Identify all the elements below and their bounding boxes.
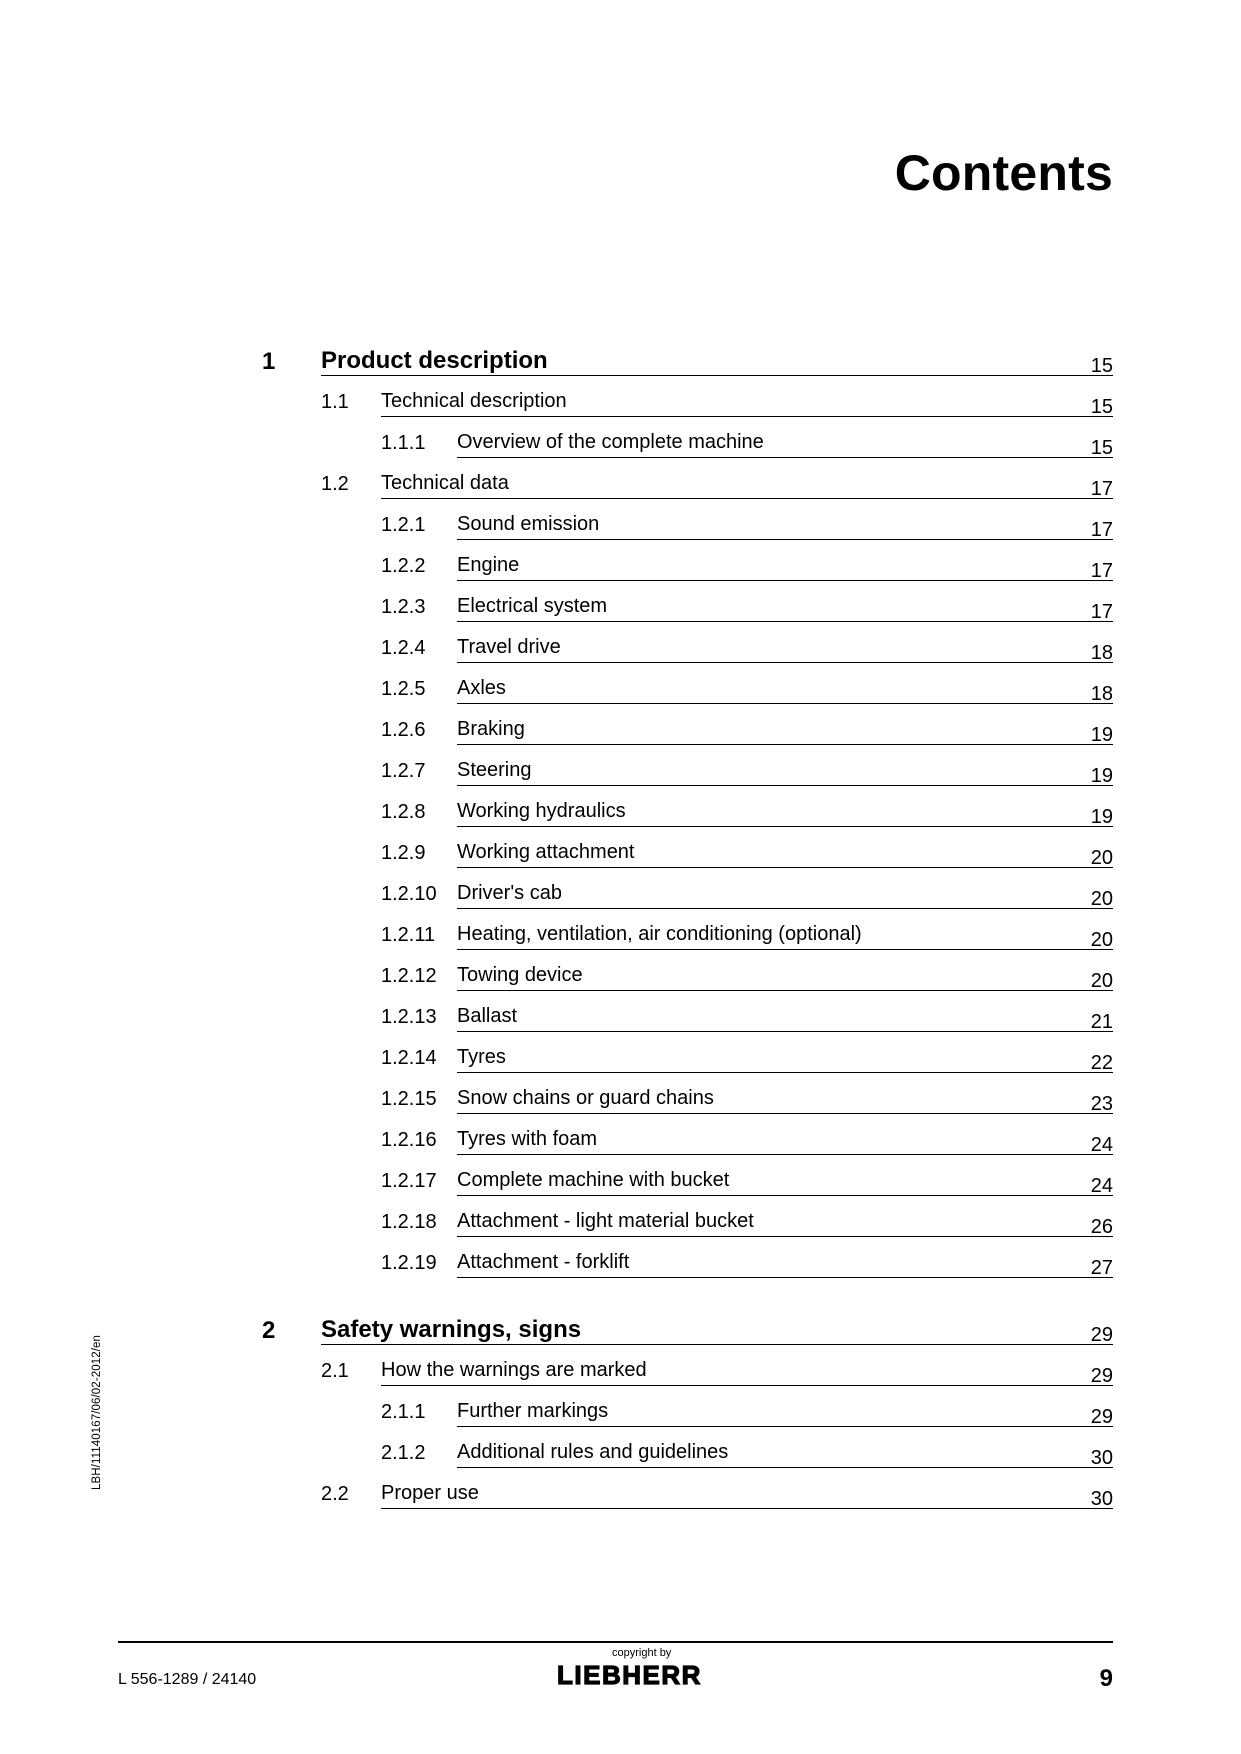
toc-entry[interactable] (381, 799, 1113, 827)
page-title: Contents (894, 145, 1113, 201)
toc-entry-line (457, 800, 1113, 827)
toc-entry[interactable] (381, 1440, 1113, 1468)
toc-entry-title: Electrical system (457, 595, 608, 617)
toc-entry-line (457, 718, 1113, 745)
toc-entry-title: Axles (457, 677, 506, 699)
toc-entry-title: Working attachment (457, 841, 635, 863)
toc-entry[interactable] (381, 881, 1113, 909)
toc-entry-line (457, 882, 1113, 909)
toc-entry[interactable] (381, 922, 1113, 950)
toc-entry-page: 17 (1090, 478, 1113, 500)
toc-entry[interactable] (381, 430, 1113, 458)
document-code: LBH/11140167/06/02-2012/en (91, 1335, 103, 1490)
toc-entry-line (457, 677, 1113, 704)
toc-entry[interactable] (381, 1399, 1113, 1427)
toc-entry[interactable] (262, 1317, 1113, 1345)
toc-entry-title: Complete machine with bucket (457, 1169, 730, 1191)
toc-entry-title: Working hydraulics (457, 800, 626, 822)
toc-entry-title: Additional rules and guidelines (457, 1441, 729, 1463)
toc-entry[interactable] (381, 635, 1113, 663)
toc-entry-title: Steering (457, 759, 532, 781)
toc-entry-title: Product description (321, 347, 548, 374)
toc-entry-title: How the warnings are marked (381, 1359, 647, 1381)
toc-entry-number: 1.2 (321, 473, 349, 495)
toc-entry-page: 23 (1090, 1093, 1113, 1115)
toc-entry-number: 2.1.1 (381, 1401, 426, 1423)
toc-entry-number: 1.2.10 (381, 883, 437, 905)
toc-entry-line (457, 513, 1113, 540)
toc-entry-line (457, 1400, 1113, 1427)
toc-entry[interactable] (381, 553, 1113, 581)
toc-entry-line (457, 841, 1113, 868)
toc-entry[interactable] (381, 1168, 1113, 1196)
toc-entry-page: 19 (1090, 724, 1113, 746)
toc-entry-line (457, 923, 1113, 950)
toc-entry-title: Towing device (457, 964, 583, 986)
toc-entry-number: 1.2.15 (381, 1088, 437, 1110)
toc-entry-page: 19 (1090, 765, 1113, 787)
toc-entry[interactable] (381, 1004, 1113, 1032)
toc-entry[interactable] (381, 963, 1113, 991)
toc-entry[interactable] (381, 717, 1113, 745)
toc-entry-number: 1.2.19 (381, 1252, 437, 1274)
toc-entry-page: 29 (1090, 1365, 1113, 1387)
toc-entry-number: 2 (262, 1317, 276, 1344)
toc-entry[interactable] (321, 471, 1113, 499)
toc-entry-line (381, 1482, 1113, 1509)
toc-entry[interactable] (321, 389, 1113, 417)
toc-entry-line (457, 759, 1113, 786)
toc-entry-number: 1.2.14 (381, 1047, 437, 1069)
toc-entry[interactable] (381, 512, 1113, 540)
toc-entry[interactable] (381, 676, 1113, 704)
toc-entry-number: 1.2.7 (381, 760, 426, 782)
toc-entry-title: Tyres with foam (457, 1128, 598, 1150)
toc-entry-page: 29 (1090, 1324, 1113, 1346)
toc-entry[interactable] (262, 348, 1113, 376)
toc-entry-title: Engine (457, 554, 520, 576)
toc-entry-page: 17 (1090, 560, 1113, 582)
toc-entry-title: Driver's cab (457, 882, 562, 904)
toc-entry-line (321, 349, 1113, 376)
toc-entry-number: 1.2.4 (381, 637, 426, 659)
toc-entry-title: Technical data (381, 472, 509, 494)
toc-entry-page: 30 (1090, 1447, 1113, 1469)
toc-entry[interactable] (381, 1086, 1113, 1114)
toc-entry-title: Proper use (381, 1482, 479, 1504)
toc-entry-number: 1.2.3 (381, 596, 426, 618)
toc-entry-line (457, 1210, 1113, 1237)
toc-entry-page: 15 (1090, 437, 1113, 459)
toc-entry-line (457, 1046, 1113, 1073)
toc-entry-number: 1.1.1 (381, 432, 426, 454)
toc-entry-title: Travel drive (457, 636, 561, 658)
toc-entry-line (457, 1005, 1113, 1032)
toc-entry-number: 1.2.6 (381, 719, 426, 741)
toc-entry-number: 2.2 (321, 1483, 349, 1505)
toc-entry-number: 1 (262, 348, 276, 375)
toc-entry[interactable] (321, 1358, 1113, 1386)
toc-entry-line (457, 1251, 1113, 1278)
toc-entry-number: 1.2.9 (381, 842, 426, 864)
toc-entry-line (381, 1359, 1113, 1386)
toc-entry-title: Ballast (457, 1005, 518, 1027)
toc-entry-line (381, 390, 1113, 417)
toc-entry-number: 2.1 (321, 1360, 349, 1382)
toc-entry-line (457, 1169, 1113, 1196)
toc-entry-number: 1.2.17 (381, 1170, 437, 1192)
toc-entry[interactable] (321, 1481, 1113, 1509)
toc-entry-number: 2.1.2 (381, 1442, 426, 1464)
footer-divider (118, 1641, 1113, 1643)
toc-entry-page: 15 (1090, 355, 1113, 377)
toc-entry-title: Attachment - light material bucket (457, 1210, 754, 1232)
toc-entry-title: Further markings (457, 1400, 609, 1422)
toc-entry-title: Heating, ventilation, air conditioning (optional) (457, 923, 862, 945)
toc-entry-page: 17 (1090, 601, 1113, 623)
toc-entry-title: Sound emission (457, 513, 600, 535)
toc-entry-number: 1.2.8 (381, 801, 426, 823)
toc-entry-line (457, 431, 1113, 458)
toc-entry-number: 1.2.2 (381, 555, 426, 577)
page-number: 9 (1099, 1665, 1113, 1692)
toc-entry-line (457, 1128, 1113, 1155)
toc-entry-page: 29 (1090, 1406, 1113, 1428)
toc-entry-page: 24 (1090, 1175, 1113, 1197)
toc-entry-page: 17 (1090, 519, 1113, 541)
toc-entry-page: 20 (1090, 929, 1113, 951)
toc-entry-title: Tyres (457, 1046, 506, 1068)
toc-entry-line (381, 472, 1113, 499)
toc-entry-page: 30 (1090, 1488, 1113, 1510)
toc-entry-page: 18 (1090, 683, 1113, 705)
toc-entry[interactable] (381, 758, 1113, 786)
toc-entry-page: 15 (1090, 396, 1113, 418)
toc-entry-title: Snow chains or guard chains (457, 1087, 714, 1109)
toc-entry-line (321, 1318, 1113, 1345)
toc-entry-page: 22 (1090, 1052, 1113, 1074)
toc-entry-page: 20 (1090, 847, 1113, 869)
toc-entry-title: Attachment - forklift (457, 1251, 630, 1273)
toc-entry-page: 24 (1090, 1134, 1113, 1156)
toc-entry-line (457, 636, 1113, 663)
toc-entry-line (457, 1087, 1113, 1114)
toc-entry-number: 1.1 (321, 391, 349, 413)
toc-entry-page: 20 (1090, 970, 1113, 992)
liebherr-logo (557, 1660, 737, 1690)
toc-entry-page: 21 (1090, 1011, 1113, 1033)
toc-entry-number: 1.2.1 (381, 514, 426, 536)
toc-entry[interactable] (381, 1127, 1113, 1155)
toc-entry[interactable] (381, 840, 1113, 868)
toc-entry-number: 1.2.5 (381, 678, 426, 700)
toc-entry[interactable] (381, 1250, 1113, 1278)
toc-entry-number: 1.2.11 (381, 924, 436, 946)
toc-entry-title: Overview of the complete machine (457, 431, 764, 453)
toc-entry-line (457, 964, 1113, 991)
toc-entry-line (457, 1441, 1113, 1468)
toc-entry-line (457, 595, 1113, 622)
toc-entry-number: 1.2.18 (381, 1211, 437, 1233)
toc-entry-title: Technical description (381, 390, 567, 412)
footer-doc-id: L 556-1289 / 24140 (118, 1671, 257, 1688)
toc-entry-page: 18 (1090, 642, 1113, 664)
toc-entry-title: Safety warnings, signs (321, 1316, 582, 1343)
toc-entry-number: 1.2.16 (381, 1129, 437, 1151)
toc-entry[interactable] (381, 594, 1113, 622)
copyright-label: copyright by (612, 1647, 672, 1659)
toc-entry-page: 19 (1090, 806, 1113, 828)
toc-entry-number: 1.2.12 (381, 965, 437, 987)
toc-entry-page: 20 (1090, 888, 1113, 910)
toc-entry-number: 1.2.13 (381, 1006, 437, 1028)
toc-entry-title: Braking (457, 718, 525, 740)
toc-entry[interactable] (381, 1209, 1113, 1237)
toc-entry[interactable] (381, 1045, 1113, 1073)
toc-entry-page: 27 (1090, 1257, 1113, 1279)
liebherr-logo-text: LIEBHERR (557, 1660, 702, 1690)
toc-entry-page: 26 (1090, 1216, 1113, 1238)
toc-entry-line (457, 554, 1113, 581)
